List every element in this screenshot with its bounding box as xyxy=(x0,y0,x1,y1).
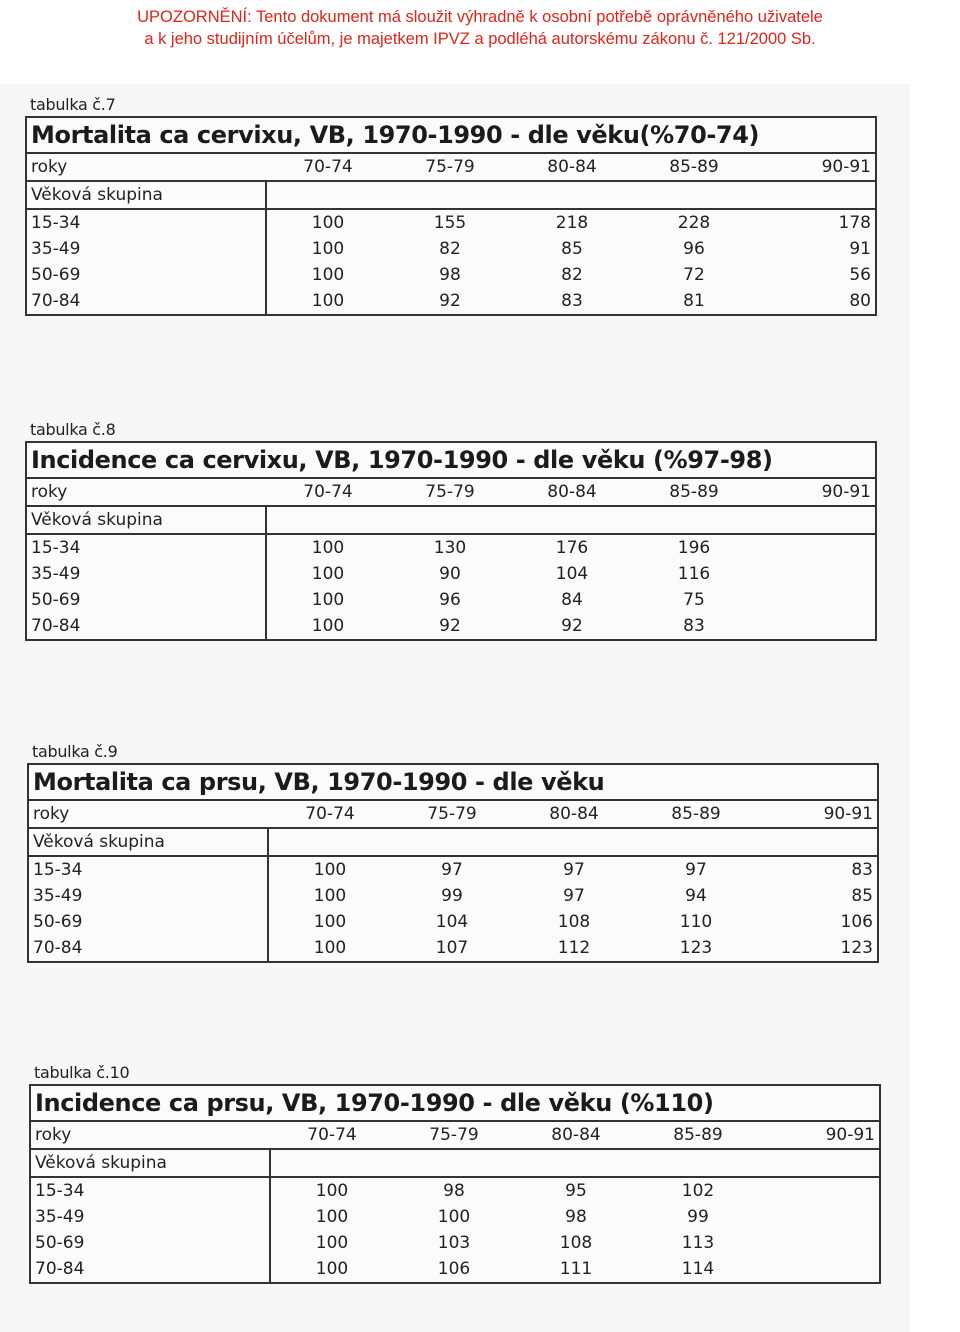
data-table-block xyxy=(27,742,879,963)
value-cell: 85 xyxy=(851,886,873,906)
value-cell: 110 xyxy=(679,912,713,932)
table-title: Incidence ca cervixu, VB, 1970-1990 - dle věku (%97-98) xyxy=(27,443,875,479)
empty-cell xyxy=(511,182,633,208)
table-row xyxy=(29,909,877,935)
table-label: tabulka č.8 xyxy=(30,420,116,439)
empty-cell xyxy=(515,1150,637,1176)
table-title: Incidence ca prsu, VB, 1970-1990 - dle věku (%110) xyxy=(31,1086,879,1122)
value-cell: 84 xyxy=(561,590,583,610)
value-cell: 130 xyxy=(433,538,467,558)
empty-cell xyxy=(755,507,875,533)
table-row xyxy=(31,1230,879,1256)
column-header: 80-84 xyxy=(547,157,597,177)
table-title: Mortalita ca cervixu, VB, 1970-1990 - dle věku(%70-74) xyxy=(27,118,875,154)
table-header-row xyxy=(29,801,877,829)
value-cell xyxy=(755,535,875,561)
age-group-label: Věková skupina xyxy=(27,182,267,208)
value-cell: 100 xyxy=(311,239,345,259)
copyright-warning xyxy=(0,6,960,50)
value-cell: 100 xyxy=(311,538,345,558)
table-row xyxy=(27,561,875,587)
column-header: 85-89 xyxy=(673,1125,723,1145)
value-cell: 98 xyxy=(439,265,461,285)
column-header: 75-79 xyxy=(425,482,475,502)
empty-cell xyxy=(633,182,755,208)
age-group-row xyxy=(31,1150,879,1178)
age-range-cell: 50-69 xyxy=(27,262,267,288)
table-row xyxy=(31,1204,879,1230)
age-group-row xyxy=(29,829,877,857)
column-header: 70-74 xyxy=(307,1125,357,1145)
column-header: 80-84 xyxy=(547,482,597,502)
data-table xyxy=(27,763,879,963)
empty-cell xyxy=(511,507,633,533)
table-label: tabulka č.9 xyxy=(32,742,118,761)
value-cell: 83 xyxy=(851,860,873,880)
column-header: 85-89 xyxy=(671,804,721,824)
table-label: tabulka č.7 xyxy=(30,95,116,114)
value-cell: 108 xyxy=(559,1233,593,1253)
value-cell xyxy=(759,1204,879,1230)
value-cell: 100 xyxy=(313,860,347,880)
value-cell: 97 xyxy=(563,886,585,906)
column-header: 85-89 xyxy=(669,482,719,502)
age-group-label: Věková skupina xyxy=(27,507,267,533)
table-row xyxy=(27,210,875,236)
value-cell: 107 xyxy=(435,938,469,958)
value-cell: 114 xyxy=(681,1259,715,1279)
age-range-cell: 35-49 xyxy=(29,883,269,909)
value-cell: 95 xyxy=(565,1181,587,1201)
warning-line-1: UPOZORNĚNÍ: Tento dokument má sloužit výhradně k osobní potřebě oprávněného uživatele xyxy=(137,8,823,26)
value-cell: 100 xyxy=(311,616,345,636)
header-row-label: roky xyxy=(31,482,68,502)
column-header: 90-91 xyxy=(821,482,871,502)
value-cell: 100 xyxy=(313,938,347,958)
data-table xyxy=(25,441,877,641)
value-cell: 178 xyxy=(838,213,871,233)
age-range-cell: 15-34 xyxy=(27,535,267,561)
value-cell: 196 xyxy=(677,538,711,558)
empty-cell xyxy=(757,829,877,855)
age-range-cell: 15-34 xyxy=(27,210,267,236)
value-cell: 155 xyxy=(433,213,467,233)
value-cell: 75 xyxy=(683,590,705,610)
value-cell: 218 xyxy=(555,213,589,233)
empty-cell xyxy=(393,1150,515,1176)
age-range-cell: 70-84 xyxy=(27,613,267,639)
value-cell: 90 xyxy=(439,564,461,584)
value-cell xyxy=(759,1256,879,1282)
empty-cell xyxy=(269,829,391,855)
empty-cell xyxy=(267,507,389,533)
value-cell xyxy=(755,613,875,639)
value-cell: 100 xyxy=(315,1181,349,1201)
column-header: 90-91 xyxy=(823,804,873,824)
value-cell: 100 xyxy=(311,291,345,311)
warning-line-2: a k jeho studijním účelům, je majetkem IPVZ a podléhá autorskému zákonu č. 121/2000 Sb. xyxy=(144,30,816,48)
value-cell: 92 xyxy=(561,616,583,636)
table-row xyxy=(27,587,875,613)
value-cell xyxy=(759,1178,879,1204)
header-row-label: roky xyxy=(31,157,68,177)
value-cell: 82 xyxy=(561,265,583,285)
empty-cell xyxy=(637,1150,759,1176)
age-range-cell: 15-34 xyxy=(29,857,269,883)
value-cell: 83 xyxy=(683,616,705,636)
table-row xyxy=(27,236,875,262)
header-row-label: roky xyxy=(33,804,70,824)
value-cell: 106 xyxy=(437,1259,471,1279)
value-cell: 116 xyxy=(677,564,711,584)
column-header: 90-91 xyxy=(825,1125,875,1145)
age-range-cell: 50-69 xyxy=(29,909,269,935)
age-range-cell: 35-49 xyxy=(27,561,267,587)
value-cell: 100 xyxy=(315,1207,349,1227)
value-cell: 82 xyxy=(439,239,461,259)
value-cell: 97 xyxy=(563,860,585,880)
value-cell: 100 xyxy=(315,1259,349,1279)
age-range-cell: 70-84 xyxy=(29,935,269,961)
value-cell: 99 xyxy=(687,1207,709,1227)
data-table-block xyxy=(29,1063,881,1284)
data-table xyxy=(25,116,877,316)
value-cell xyxy=(755,561,875,587)
value-cell: 92 xyxy=(439,616,461,636)
value-cell: 100 xyxy=(311,590,345,610)
value-cell: 103 xyxy=(437,1233,471,1253)
age-group-row xyxy=(27,182,875,210)
value-cell: 100 xyxy=(311,265,345,285)
age-range-cell: 35-49 xyxy=(31,1204,271,1230)
empty-cell xyxy=(635,829,757,855)
column-header: 70-74 xyxy=(303,482,353,502)
table-label: tabulka č.10 xyxy=(34,1063,130,1082)
value-cell: 98 xyxy=(565,1207,587,1227)
age-group-label: Věková skupina xyxy=(31,1150,271,1176)
column-header: 80-84 xyxy=(551,1125,601,1145)
value-cell: 123 xyxy=(840,938,873,958)
table-row xyxy=(29,857,877,883)
value-cell: 100 xyxy=(311,213,345,233)
age-group-row xyxy=(27,507,875,535)
value-cell: 100 xyxy=(315,1233,349,1253)
empty-cell xyxy=(267,182,389,208)
empty-cell xyxy=(755,182,875,208)
value-cell: 80 xyxy=(849,291,871,311)
empty-cell xyxy=(633,507,755,533)
value-cell: 123 xyxy=(679,938,713,958)
value-cell: 92 xyxy=(439,291,461,311)
data-table xyxy=(29,1084,881,1284)
value-cell: 91 xyxy=(849,239,871,259)
value-cell: 228 xyxy=(677,213,711,233)
value-cell: 113 xyxy=(681,1233,715,1253)
data-table-block xyxy=(25,420,877,641)
value-cell xyxy=(755,587,875,613)
value-cell: 104 xyxy=(555,564,589,584)
table-header-row xyxy=(27,479,875,507)
empty-cell xyxy=(759,1150,879,1176)
table-header-row xyxy=(27,154,875,182)
value-cell: 96 xyxy=(683,239,705,259)
value-cell: 96 xyxy=(439,590,461,610)
value-cell: 112 xyxy=(557,938,591,958)
empty-cell xyxy=(391,829,513,855)
age-range-cell: 70-84 xyxy=(27,288,267,314)
age-range-cell: 70-84 xyxy=(31,1256,271,1282)
value-cell: 102 xyxy=(681,1181,715,1201)
empty-cell xyxy=(513,829,635,855)
value-cell: 106 xyxy=(840,912,873,932)
value-cell: 100 xyxy=(437,1207,471,1227)
age-group-label: Věková skupina xyxy=(29,829,269,855)
column-header: 75-79 xyxy=(427,804,477,824)
table-title: Mortalita ca prsu, VB, 1970-1990 - dle věku xyxy=(29,765,877,801)
header-row-label: roky xyxy=(35,1125,72,1145)
value-cell: 94 xyxy=(685,886,707,906)
value-cell: 81 xyxy=(683,291,705,311)
value-cell: 104 xyxy=(435,912,469,932)
column-header: 85-89 xyxy=(669,157,719,177)
value-cell: 98 xyxy=(443,1181,465,1201)
age-range-cell: 15-34 xyxy=(31,1178,271,1204)
table-header-row xyxy=(31,1122,879,1150)
column-header: 70-74 xyxy=(303,157,353,177)
column-header: 70-74 xyxy=(305,804,355,824)
value-cell: 111 xyxy=(559,1259,593,1279)
age-range-cell: 50-69 xyxy=(27,587,267,613)
value-cell: 100 xyxy=(311,564,345,584)
value-cell: 85 xyxy=(561,239,583,259)
value-cell: 97 xyxy=(685,860,707,880)
column-header: 75-79 xyxy=(429,1125,479,1145)
table-row xyxy=(29,883,877,909)
value-cell: 83 xyxy=(561,291,583,311)
value-cell: 99 xyxy=(441,886,463,906)
value-cell: 176 xyxy=(555,538,589,558)
empty-cell xyxy=(271,1150,393,1176)
table-row xyxy=(31,1178,879,1204)
table-row xyxy=(31,1256,879,1282)
value-cell: 100 xyxy=(313,912,347,932)
value-cell: 108 xyxy=(557,912,591,932)
age-range-cell: 50-69 xyxy=(31,1230,271,1256)
column-header: 90-91 xyxy=(821,157,871,177)
value-cell: 56 xyxy=(849,265,871,285)
value-cell: 72 xyxy=(683,265,705,285)
value-cell: 100 xyxy=(313,886,347,906)
empty-cell xyxy=(389,182,511,208)
column-header: 75-79 xyxy=(425,157,475,177)
value-cell xyxy=(759,1230,879,1256)
table-row xyxy=(29,935,877,961)
column-header: 80-84 xyxy=(549,804,599,824)
table-row xyxy=(27,613,875,639)
age-range-cell: 35-49 xyxy=(27,236,267,262)
value-cell: 97 xyxy=(441,860,463,880)
table-row xyxy=(27,535,875,561)
table-row xyxy=(27,288,875,314)
data-table-block xyxy=(25,95,877,316)
empty-cell xyxy=(389,507,511,533)
table-row xyxy=(27,262,875,288)
